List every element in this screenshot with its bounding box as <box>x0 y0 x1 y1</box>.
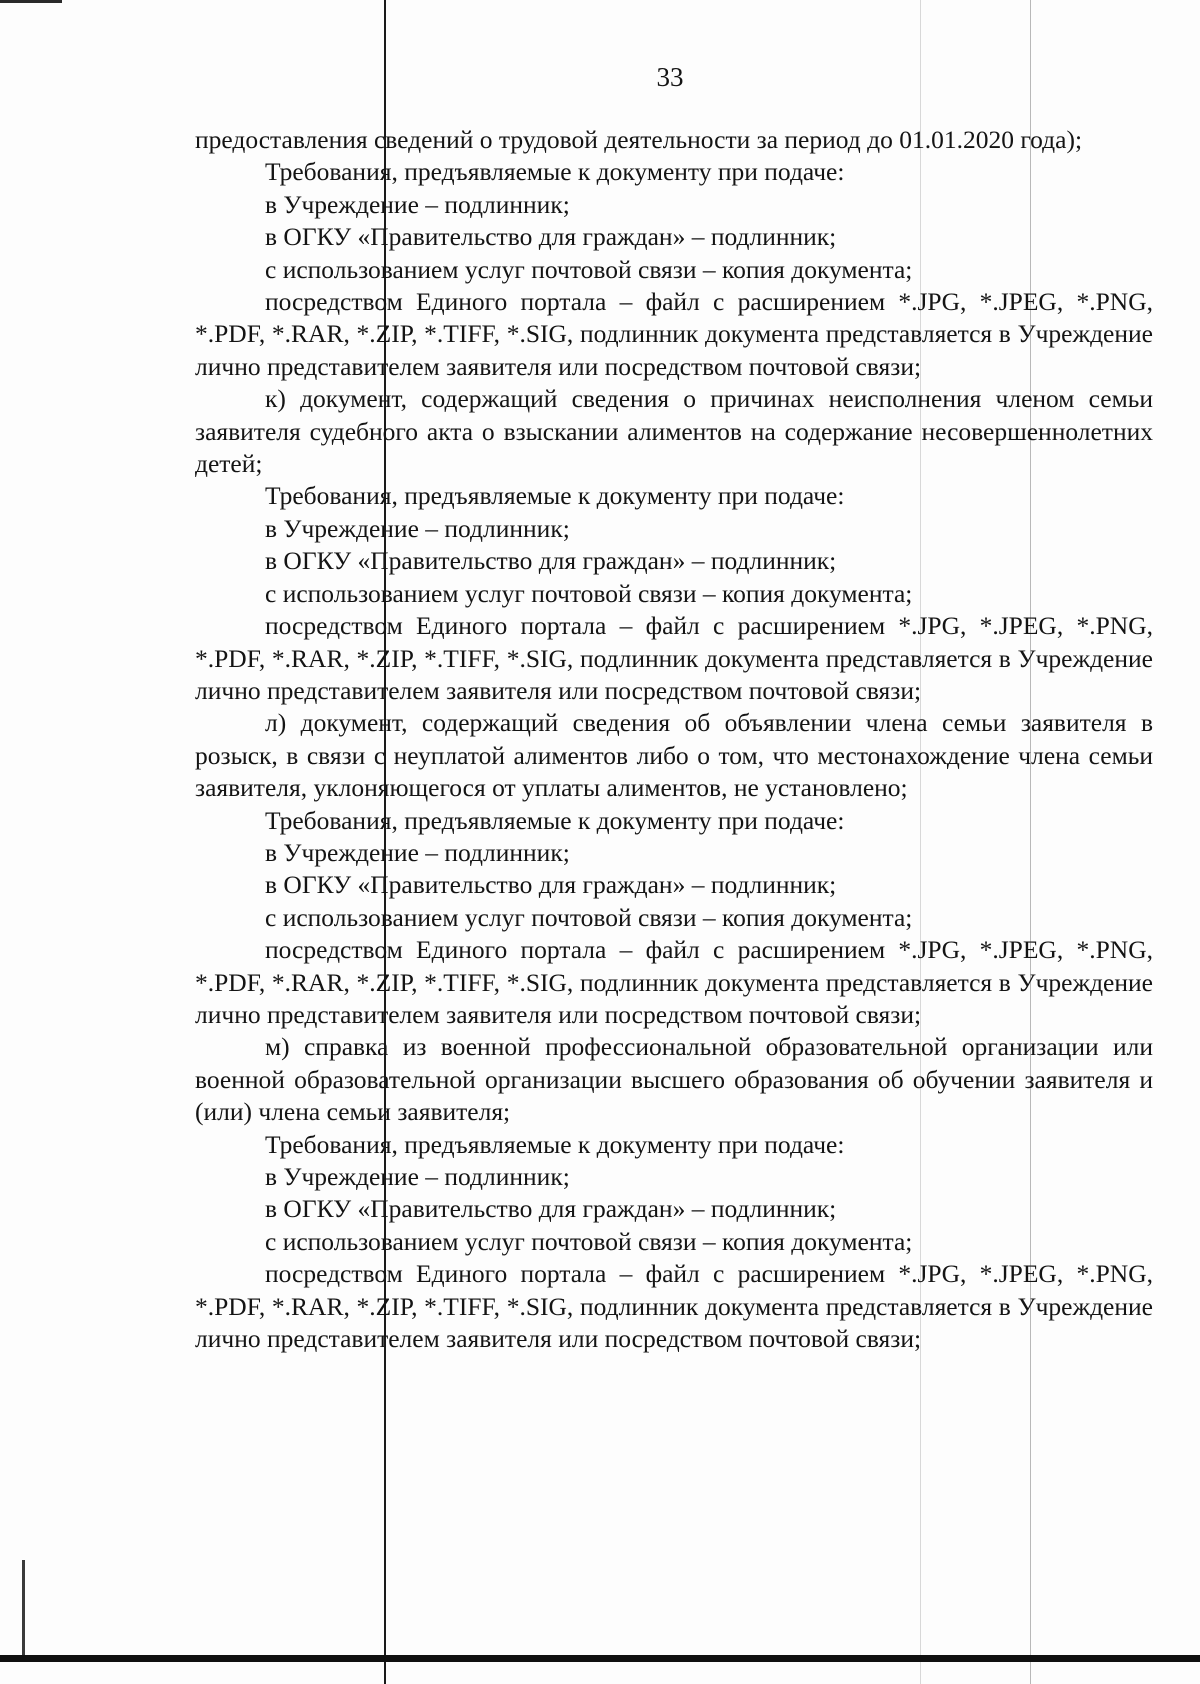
requirement-item: с использованием услуг почтовой связи – копия документа; <box>265 1226 913 1256</box>
requirement-item: посредством Единого портала – файл с расширением *.JPG, *.JPEG, *.PNG, *.PDF, *.RAR, *.ZIP, *.TIFF, *.SIG, подлинник документа представляется в Учреждение лично представителем заявителя или посредством почтовой связи; <box>195 935 1153 1029</box>
requirement-item: посредством Единого портала – файл с расширением *.JPG, *.JPEG, *.PNG, *.PDF, *.RAR, *.ZIP, *.TIFF, *.SIG, подлинник документа представляется в Учреждение лично представителем заявителя или посредством почтовой связи; <box>195 1259 1153 1354</box>
requirement-item: с использованием услуг почтовой связи – копия документа; <box>265 902 913 932</box>
requirement-item: в ОГКУ «Правительство для граждан» – подлинник; <box>265 870 837 900</box>
document-item-paragraph: к) документ, содержащий сведения о причинах неисполнения членом семьи заявителя судебного акта о взыскании алиментов на содержание несовершеннолетних детей; <box>195 384 1153 479</box>
requirements-heading: Требования, предъявляемые к документу при подаче: <box>265 157 845 187</box>
requirement-item: с использованием услуг почтовой связи – копия документа; <box>265 254 913 284</box>
requirement-item: в ОГКУ «Правительство для граждан» – подлинник; <box>265 546 837 576</box>
document-item-paragraph: предоставления сведений о трудовой деятельности за период до 01.01.2020 года); <box>195 125 1083 154</box>
requirement-item: с использованием услуг почтовой связи – копия документа; <box>265 578 913 608</box>
requirement-item: посредством Единого портала – файл с расширением *.JPG, *.JPEG, *.PNG, *.PDF, *.RAR, *.ZIP, *.TIFF, *.SIG, подлинник документа представляется в Учреждение лично представителем заявителя или посредством почтовой связи; <box>195 287 1153 381</box>
requirement-item: в Учреждение – подлинник; <box>265 1162 570 1191</box>
scan-artifact-left-edge <box>22 1560 25 1660</box>
requirement-item: в ОГКУ «Правительство для граждан» – подлинник; <box>265 222 837 252</box>
requirements-heading: Требования, предъявляемые к документу при подаче: <box>265 481 845 511</box>
scan-artifact-bottom-bar <box>0 1655 1200 1662</box>
requirements-heading: Требования, предъявляемые к документу при подаче: <box>265 1129 845 1159</box>
requirement-item: в Учреждение – подлинник; <box>265 189 570 219</box>
requirements-heading: Требования, предъявляемые к документу при подаче: <box>265 805 845 835</box>
requirement-item: в Учреждение – подлинник; <box>265 513 570 543</box>
document-item-paragraph: л) документ, содержащий сведения об объявлении члена семьи заявителя в розыск, в связи с неуплатой алиментов либо о том, что местонахождение члена семьи заявителя, уклоняющегося от уплаты алиментов, не установлено; <box>195 708 1153 803</box>
document-item-paragraph: м) справка из военной профессиональной образовательной организации или военной образовательной организации высшего образования об обучении заявителя и (или) члена семьи заявителя; <box>195 1032 1153 1127</box>
document-body <box>195 124 1153 1355</box>
scan-artifact-corner <box>0 0 62 3</box>
requirement-item: в Учреждение – подлинник; <box>265 837 570 867</box>
requirement-item: в ОГКУ «Правительство для граждан» – подлинник; <box>265 1194 837 1224</box>
page-number: 33 <box>656 62 684 92</box>
requirement-item: посредством Единого портала – файл с расширением *.JPG, *.JPEG, *.PNG, *.PDF, *.RAR, *.ZIP, *.TIFF, *.SIG, подлинник документа представляется в Учреждение лично представителем заявителя или посредством почтовой связи; <box>195 611 1153 705</box>
